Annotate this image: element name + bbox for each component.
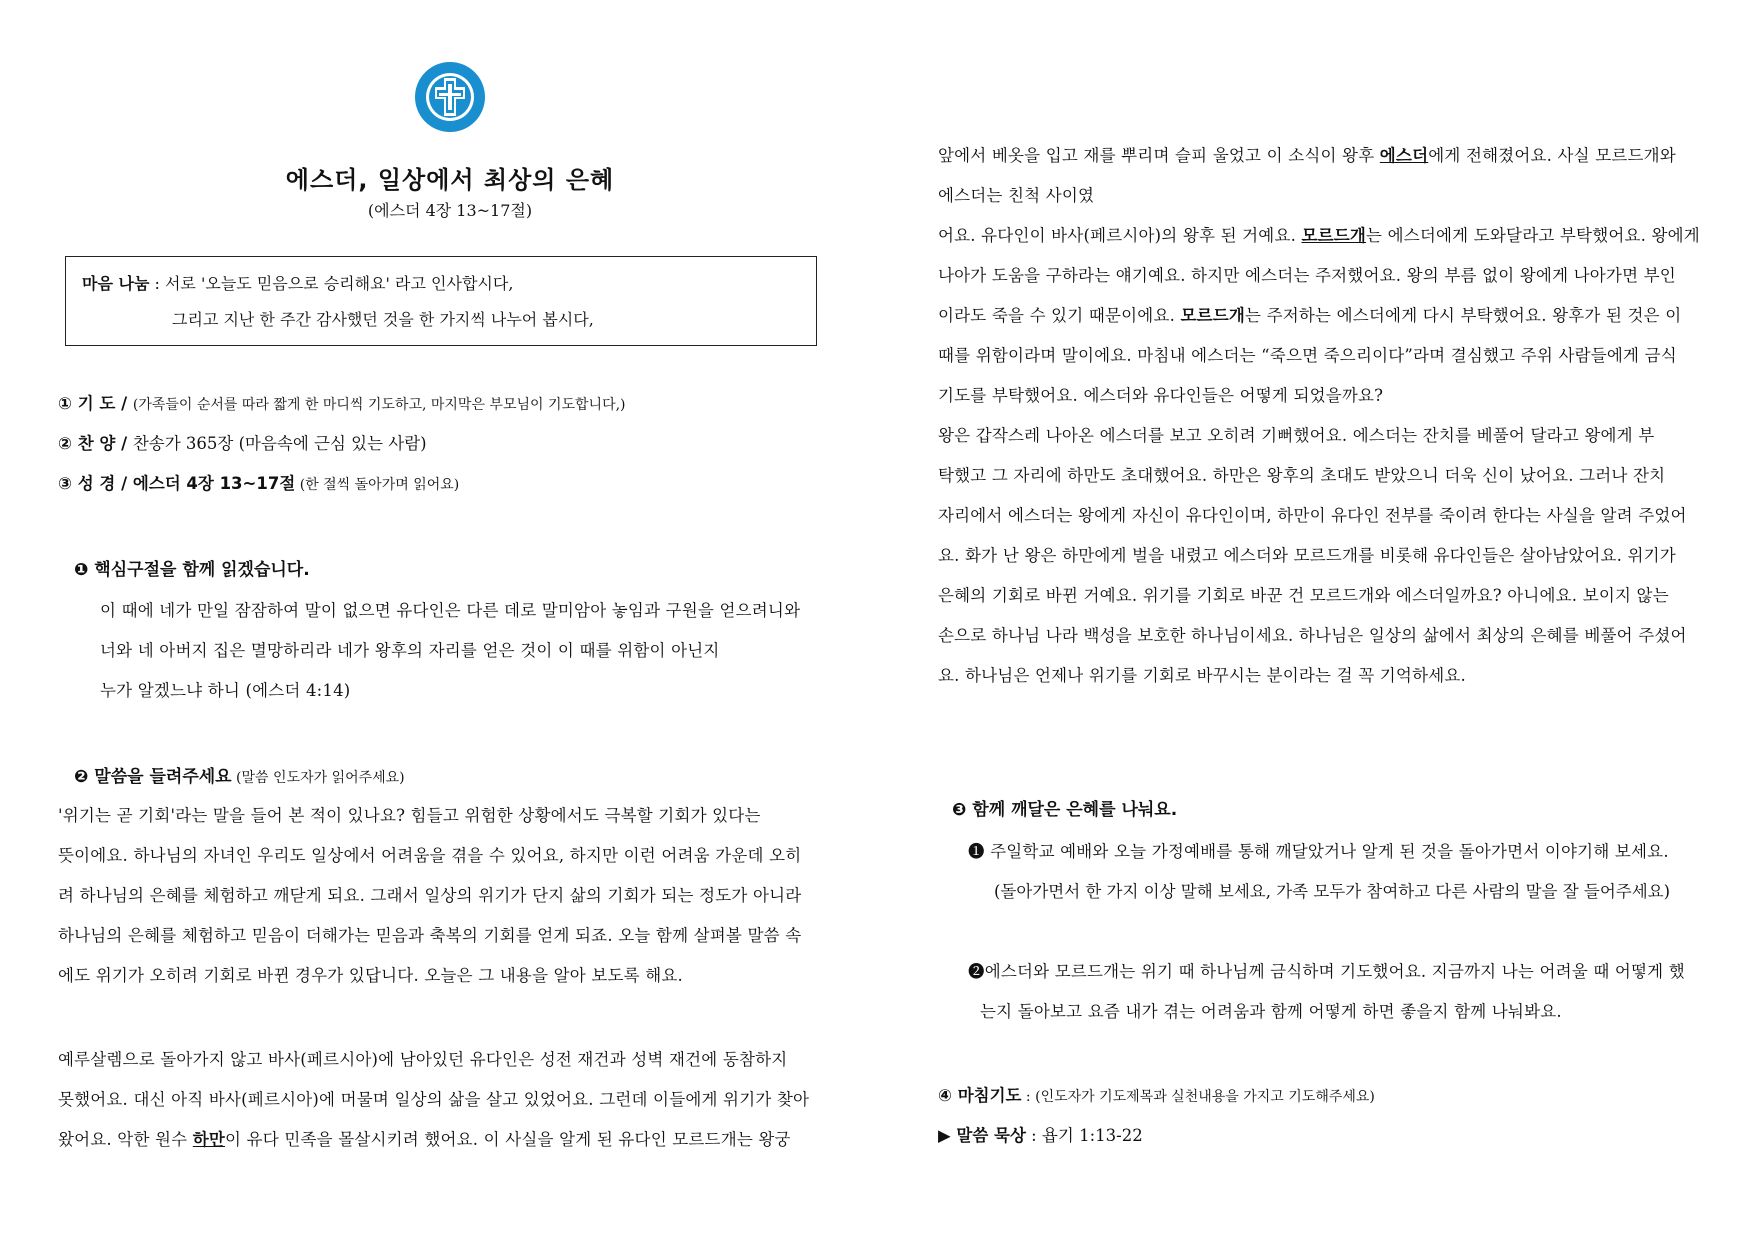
section3-title: ❸ 함께 깨달은 은혜를 나눠요. xyxy=(952,800,1178,820)
sermon-text: 어요. 유다인이 바사(페르시아)의 왕후 된 거예요. xyxy=(938,226,1302,245)
sermon-line xyxy=(938,302,1681,326)
name-mordecai: 모르드개 xyxy=(1180,306,1246,325)
sermon-line: '위기는 곧 기회'라는 말을 들어 본 적이 있나요? 힘들고 위험한 상황에서도 극복할 기회가 있다는 xyxy=(58,806,761,825)
sermon-text: 는 에스더에게 도와달라고 부탁했어요. 왕에게 xyxy=(1366,226,1700,245)
page-subtitle: (에스더 4장 13~17절) xyxy=(367,201,533,220)
section2-header xyxy=(74,762,405,787)
word-meditation xyxy=(938,1122,1143,1146)
question-1-text: 주일학교 예배와 오늘 가정예배를 통해 깨달았거나 알게 된 것을 돌아가면서 이야기해 보세요. xyxy=(984,842,1669,861)
section2-title: ❷ 말씀을 들려주세요 xyxy=(74,767,232,787)
section2-note: (말씀 인도자가 읽어주세요) xyxy=(231,770,405,786)
question-2-marker: ❷ xyxy=(968,962,985,981)
discussion-question-2 xyxy=(968,958,1685,982)
sermon-text: 이 유다 민족을 몰살시키려 했어요. 이 사실을 알게 된 유다인 모르드개는 왕궁 xyxy=(225,1130,791,1149)
page-title: 에스더, 일상에서 최상의 은혜 xyxy=(285,166,615,194)
order-scripture-label: ③ 성 경 / 에스더 4장 13~17절 xyxy=(58,474,296,493)
closing-prayer-note: : (인도자가 기도제목과 실천내용을 가지고 기도해주세요) xyxy=(1021,1089,1375,1105)
order-scripture-note: (한 절씩 돌아가며 읽어요) xyxy=(295,477,460,493)
sermon-line: 탁했고 그 자리에 하만도 초대했어요. 하만은 왕후의 초대도 받았으니 더욱 신이 났어요. 그러나 잔치 xyxy=(938,466,1666,485)
closing-prayer-label: ④ 마침기도 xyxy=(938,1086,1022,1105)
order-prayer-label: ① 기 도 / xyxy=(58,394,133,413)
sermon-line xyxy=(938,222,1700,246)
sermon-text: 에게 전해졌어요. 사실 모르드개와 xyxy=(1428,146,1676,165)
order-prayer xyxy=(58,390,626,414)
question-2-text: 에스더와 모르드개는 위기 때 하나님께 금식하며 기도했어요. 지금까지 나는 어려울 때 어떻게 했 xyxy=(984,962,1685,981)
section1-title: ❶ 핵심구절을 함께 읽겠습니다. xyxy=(74,560,310,580)
sermon-line: 못했어요. 대신 아직 바사(페르시아)에 머물며 일상의 삶을 살고 있었어요. 그런데 이들에게 위기가 찾아 xyxy=(58,1090,810,1109)
sermon-line: 예루살렘으로 돌아가지 않고 바사(페르시아)에 남아있던 유다인은 성전 재건과 성벽 재건에 동참하지 xyxy=(58,1050,788,1069)
sermon-line: 에도 위기가 오히려 기회로 바뀐 경우가 있답니다. 오늘은 그 내용을 알아 보도록 해요. xyxy=(58,966,683,985)
order-scripture xyxy=(58,470,459,494)
order-hymn-label: ② 찬 양 / xyxy=(58,434,133,453)
church-logo-icon xyxy=(413,60,487,134)
name-esther: 에스더 xyxy=(1379,146,1429,165)
key-verse-line: 이 때에 네가 만일 잠잠하여 말이 없으면 유다인은 다른 데로 말미암아 놓임과 구원을 얻으려니와 xyxy=(100,601,801,620)
question-1-note: (돌아가면서 한 가지 이상 말해 보세요, 가족 모두가 참여하고 다른 사람의 말을 잘 들어주세요) xyxy=(994,882,1671,901)
heart-sharing-line1 xyxy=(82,271,513,294)
question-1-marker: ❶ xyxy=(968,842,985,861)
name-mordecai: 모르드개 xyxy=(1301,226,1367,245)
sermon-line: 은혜의 기회로 바뀐 거예요. 위기를 기회로 바꾼 건 모르드개와 에스더일까요? 아니에요. 보이지 않는 xyxy=(938,586,1669,605)
key-verse-line: 누가 알겠느냐 하니 (에스더 4:14) xyxy=(100,681,351,700)
heart-sharing-text1: : 서로 '오늘도 믿음으로 승리해요' 라고 인사합시다, xyxy=(149,274,514,293)
heart-sharing-text2: 그리고 지난 한 주간 감사했던 것을 한 가지씩 나누어 봅시다, xyxy=(172,310,594,329)
sermon-text: 앞에서 베옷을 입고 재를 뿌리며 슬피 울었고 이 소식이 왕후 xyxy=(938,146,1380,165)
sermon-line: 하나님의 은혜를 체험하고 믿음이 더해가는 믿음과 축복의 기회를 얻게 되죠. 오늘 함께 살펴볼 말씀 속 xyxy=(58,926,802,945)
sermon-line: 기도를 부탁했어요. 에스더와 유다인들은 어떻게 되었을까요? xyxy=(938,386,1384,405)
sermon-line: 요. 하나님은 언제나 위기를 기회로 바꾸시는 분이라는 걸 꼭 기억하세요. xyxy=(938,666,1466,685)
name-haman: 하만 xyxy=(192,1130,226,1149)
sermon-line: 왕은 갑작스레 나아온 에스더를 보고 오히려 기뻐했어요. 에스더는 잔치를 베풀어 달라고 왕에게 부 xyxy=(938,426,1655,445)
sermon-line: 려 하나님의 은혜를 체험하고 깨닫게 되요. 그래서 일상의 위기가 단지 삶의 기회가 되는 정도가 아니라 xyxy=(58,886,802,905)
word-meditation-label: ▶ 말씀 묵상 xyxy=(938,1126,1026,1145)
discussion-question-1 xyxy=(968,838,1669,862)
right-page xyxy=(876,0,1753,1240)
left-page xyxy=(0,0,876,1240)
heart-sharing-box xyxy=(65,256,817,346)
sermon-line: 자리에서 에스더는 왕에게 자신이 유다인이며, 하만이 유다인 전부를 죽이려 한다는 사실을 알려 주었어 xyxy=(938,506,1687,525)
key-verse-line: 너와 네 아버지 집은 멸망하리라 네가 왕후의 자리를 얻은 것이 이 때를 위함이 아닌지 xyxy=(100,641,720,660)
sermon-line xyxy=(938,142,1676,166)
sermon-line xyxy=(58,1126,791,1150)
sermon-text: 왔어요. 악한 원수 xyxy=(58,1130,193,1149)
sermon-line: 나아가 도움을 구하라는 얘기예요. 하지만 에스더는 주저했어요. 왕의 부름 없이 왕에게 나아가면 부인 xyxy=(938,266,1676,285)
sermon-line: 때를 위함이라며 말이에요. 마침내 에스더는 “죽으면 죽으리이다”라며 결심했고 주위 사람들에게 금식 xyxy=(938,346,1677,365)
question-2-text-line2: 는지 돌아보고 요즘 내가 겪는 어려움과 함께 어떻게 하면 좋을지 함께 나눠봐요. xyxy=(980,1002,1562,1021)
sermon-line: 요. 화가 난 왕은 하만에게 벌을 내렸고 에스더와 모르드개를 비롯해 유다인들은 살아남았어요. 위기가 xyxy=(938,546,1676,565)
closing-prayer xyxy=(938,1082,1375,1106)
heart-sharing-label: 마음 나눔 xyxy=(82,274,150,293)
sermon-line: 에스더는 친척 사이였 xyxy=(938,186,1095,205)
order-hymn xyxy=(58,430,427,454)
order-hymn-text: 찬송가 365장 (마음속에 근심 있는 사람) xyxy=(132,434,427,453)
order-prayer-note: (가족들이 순서를 따라 짧게 한 마디씩 기도하고, 마지막은 부모님이 기도합니다,) xyxy=(132,397,626,413)
word-meditation-text: : 욥기 1:13-22 xyxy=(1025,1126,1143,1145)
sermon-text: 는 주저하는 에스더에게 다시 부탁했어요. 왕후가 된 것은 이 xyxy=(1245,306,1682,325)
sermon-line: 뜻이에요. 하나님의 자녀인 우리도 일상에서 어려움을 겪을 수 있어요, 하지만 이런 어려움 가운데 오히 xyxy=(58,846,802,865)
sermon-line: 손으로 하나님 나라 백성을 보호한 하나님이세요. 하나님은 일상의 삶에서 최상의 은혜를 베풀어 주셨어 xyxy=(938,626,1687,645)
sermon-text: 이라도 죽을 수 있기 때문이에요. xyxy=(938,306,1181,325)
